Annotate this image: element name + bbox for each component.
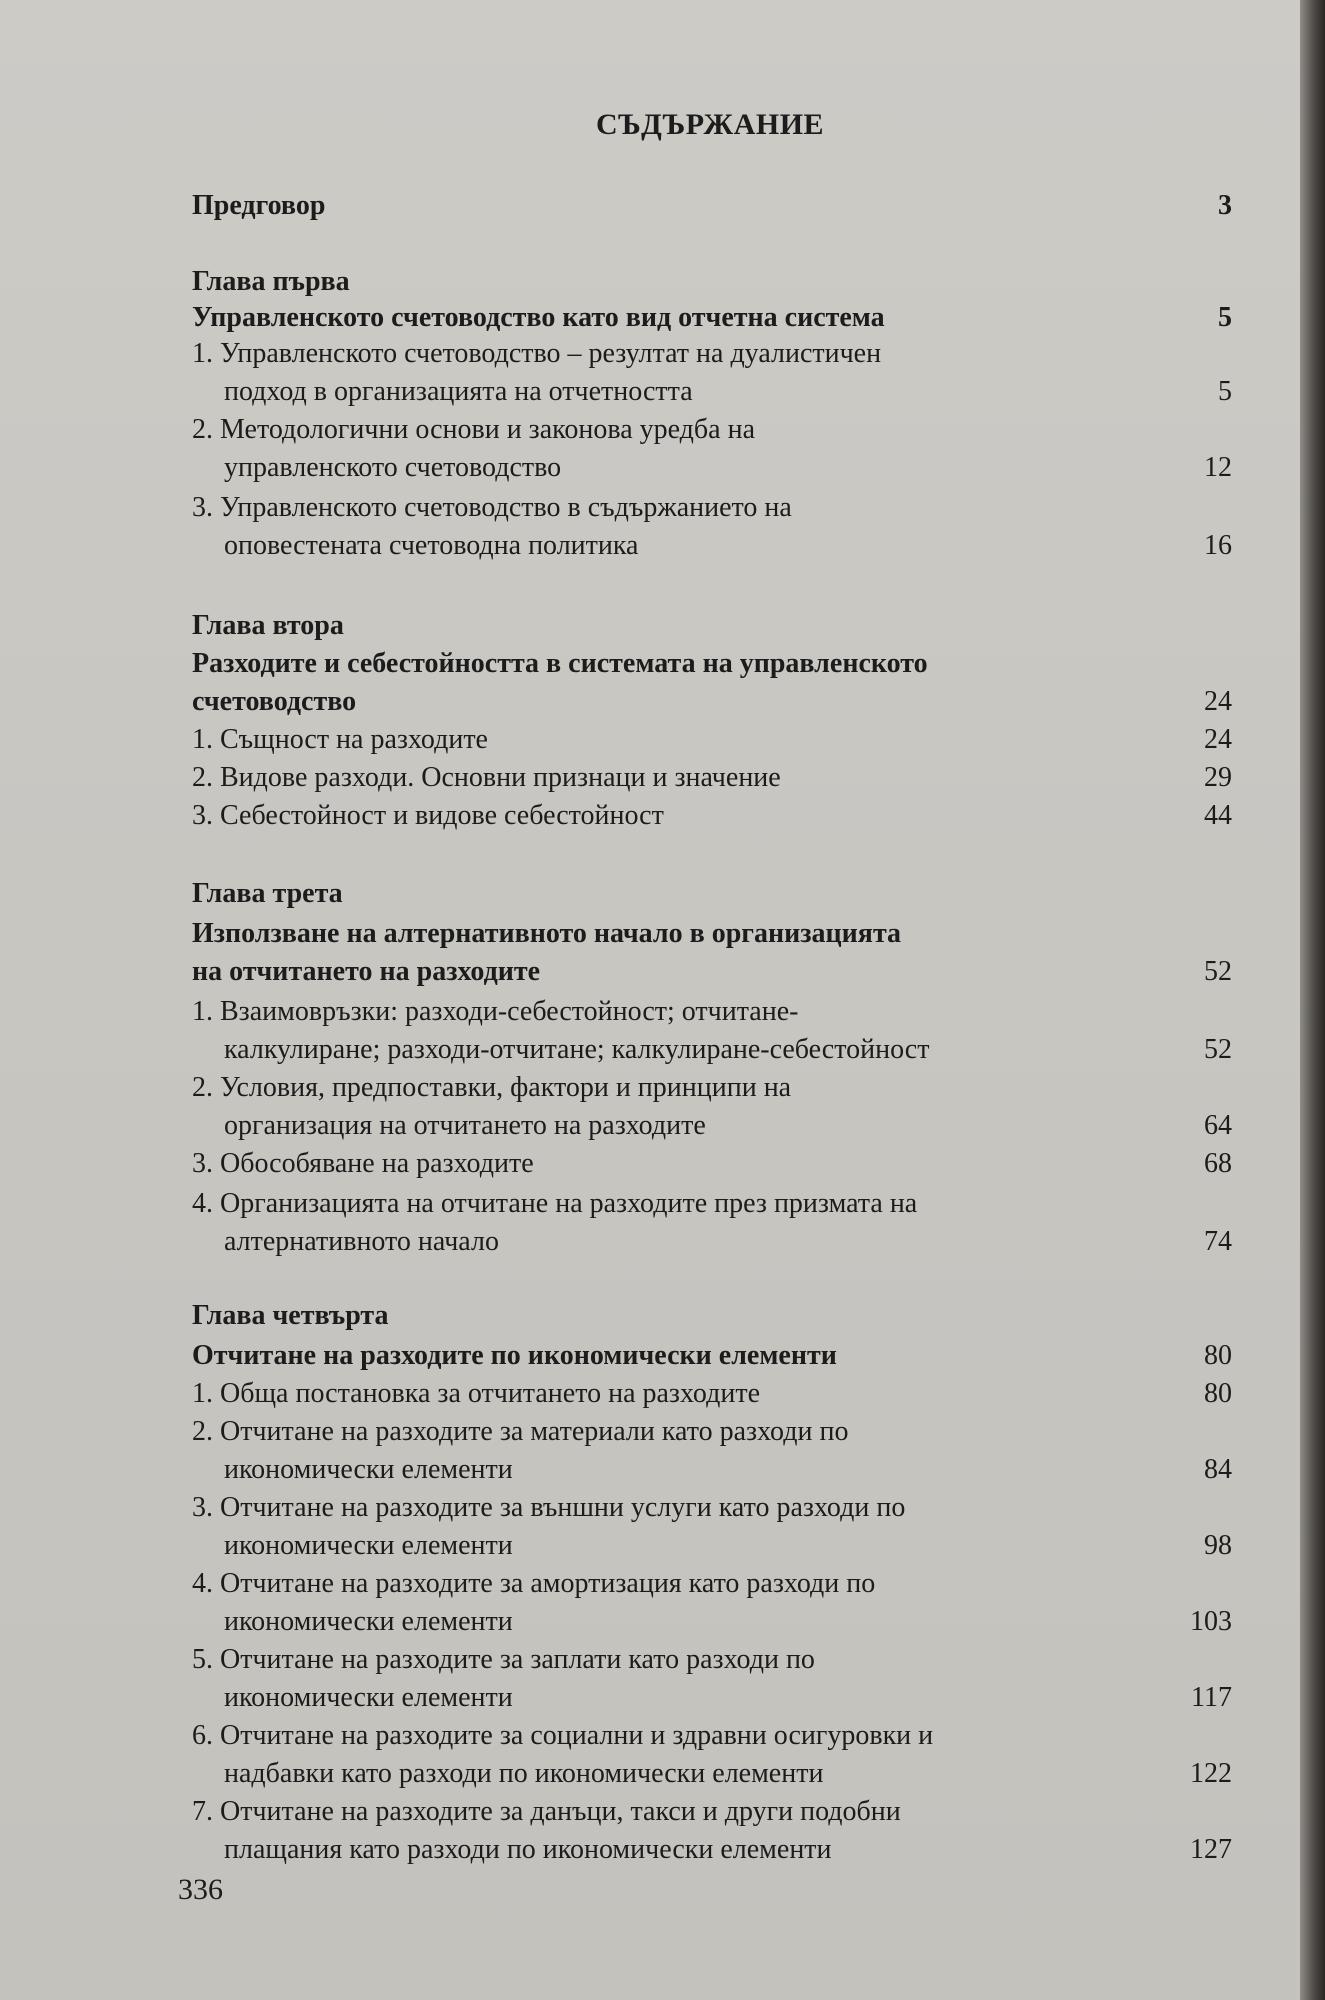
- toc-entry-text: 3. Отчитане на разходите за външни услуги като разходи по: [192, 1492, 906, 1523]
- toc-entry-text: 2. Отчитане на разходите за материали като разходи по: [192, 1416, 849, 1447]
- toc-entry-page: 103: [1190, 1606, 1232, 1637]
- toc-entry-page: 5: [1218, 302, 1232, 333]
- toc-entry-text: Глава втора: [192, 610, 344, 641]
- toc-entry-page: 64: [1204, 1110, 1232, 1141]
- toc-entry-page: 122: [1190, 1758, 1232, 1789]
- toc-entry-text: 2. Видове разходи. Основни признаци и значение: [192, 762, 781, 793]
- toc-entry-text: икономически елементи: [224, 1454, 513, 1485]
- toc-entry-text: Глава трета: [192, 878, 343, 909]
- toc-entry-page: 117: [1191, 1682, 1232, 1713]
- toc-entry-page: 80: [1204, 1378, 1232, 1409]
- toc-entry-page: 29: [1204, 762, 1232, 793]
- toc-entry-text: 3. Управленското счетоводство в съдържанието на: [192, 492, 792, 523]
- toc-entry-text: Глава четвърта: [192, 1300, 389, 1331]
- toc-entry-text: 1. Същност на разходите: [192, 724, 488, 755]
- toc-entry-text: 2. Методологични основи и законова уредба на: [192, 414, 756, 445]
- toc-entry-text: Отчитане на разходите по икономически елементи: [192, 1340, 837, 1371]
- toc-entry-text: 3. Обособяване на разходите: [192, 1148, 534, 1179]
- toc-entry-text: 1. Управленското счетоводство – резултат на дуалистичен: [192, 338, 882, 369]
- toc-entry-page: 52: [1204, 956, 1232, 987]
- toc-entry-text: Използване на алтернативното начало в организацията: [192, 918, 902, 949]
- toc-entry-text: икономически елементи: [224, 1682, 513, 1713]
- toc-entry-page: 44: [1204, 800, 1232, 831]
- toc-entry-text: оповестената счетоводна политика: [224, 530, 639, 561]
- toc-entry-text: 4. Организацията на отчитане на разходите през призмата на: [192, 1188, 918, 1219]
- toc-entry-page: 68: [1204, 1148, 1232, 1179]
- toc-entry-page: 12: [1204, 452, 1232, 483]
- toc-entry-text: алтернативното начало: [224, 1226, 499, 1257]
- toc-entry-page: 3: [1218, 190, 1232, 221]
- toc-entry-page: 98: [1204, 1530, 1232, 1561]
- toc-entry-text: 7. Отчитане на разходите за данъци, такси и други подобни: [192, 1796, 901, 1827]
- toc-entry-text: на отчитането на разходите: [192, 956, 541, 987]
- toc-entry-text: калкулиране; разходи-отчитане; калкулиране-себестойност: [224, 1034, 930, 1065]
- toc-entry-page: 52: [1204, 1034, 1232, 1065]
- toc-entry-page: 74: [1204, 1226, 1232, 1257]
- toc-entry-text: икономически елементи: [224, 1606, 513, 1637]
- toc-entry-text: 2. Условия, предпоставки, фактори и принципи на: [192, 1072, 792, 1103]
- toc-entry-page: 24: [1204, 686, 1232, 717]
- toc-entry-page: 5: [1218, 376, 1232, 407]
- toc-entry-page: 127: [1190, 1834, 1232, 1865]
- toc-entry-text: 4. Отчитане на разходите за амортизация като разходи по: [192, 1568, 876, 1599]
- toc-entry-text: надбавки като разходи по икономически елементи: [224, 1758, 824, 1789]
- page-title: СЪДЪРЖАНИЕ: [595, 108, 825, 141]
- toc-entry-page: 80: [1204, 1340, 1232, 1371]
- toc-entry-text: 5. Отчитане на разходите за заплати като разходи по: [192, 1644, 815, 1675]
- toc-entry-text: Разходите и себестойността в системата на управленското: [192, 648, 928, 679]
- toc-entry-text: управленското счетоводство: [224, 452, 562, 483]
- toc-entry-text: Глава първа: [192, 266, 350, 297]
- toc-entry-text: 3. Себестойност и видове себестойност: [192, 800, 664, 831]
- book-edge: [1300, 0, 1325, 2000]
- page-number: 336: [178, 1873, 223, 1906]
- toc-entry-text: подход в организацията на отчетността: [224, 376, 693, 407]
- toc-entry-text: икономически елементи: [224, 1530, 513, 1561]
- toc-entry-text: 6. Отчитане на разходите за социални и здравни осигуровки и: [192, 1720, 934, 1751]
- toc-entry-page: 24: [1204, 724, 1232, 755]
- toc-entry-text: плащания като разходи по икономически елементи: [224, 1834, 832, 1865]
- toc-entry-page: 84: [1204, 1454, 1232, 1485]
- toc-entry-page: 16: [1204, 530, 1232, 561]
- toc-entry-text: организация на отчитането на разходите: [224, 1110, 706, 1141]
- toc-entry-text: Управленското счетоводство като вид отчетна система: [192, 302, 885, 333]
- toc-entry-text: 1. Взаимовръзки: разходи-себестойност; отчитане-: [192, 996, 799, 1027]
- toc-entry-text: Предговор: [192, 190, 326, 221]
- toc-entry-text: 1. Обща постановка за отчитането на разходите: [192, 1378, 761, 1409]
- toc-entry-text: счетоводство: [192, 686, 357, 717]
